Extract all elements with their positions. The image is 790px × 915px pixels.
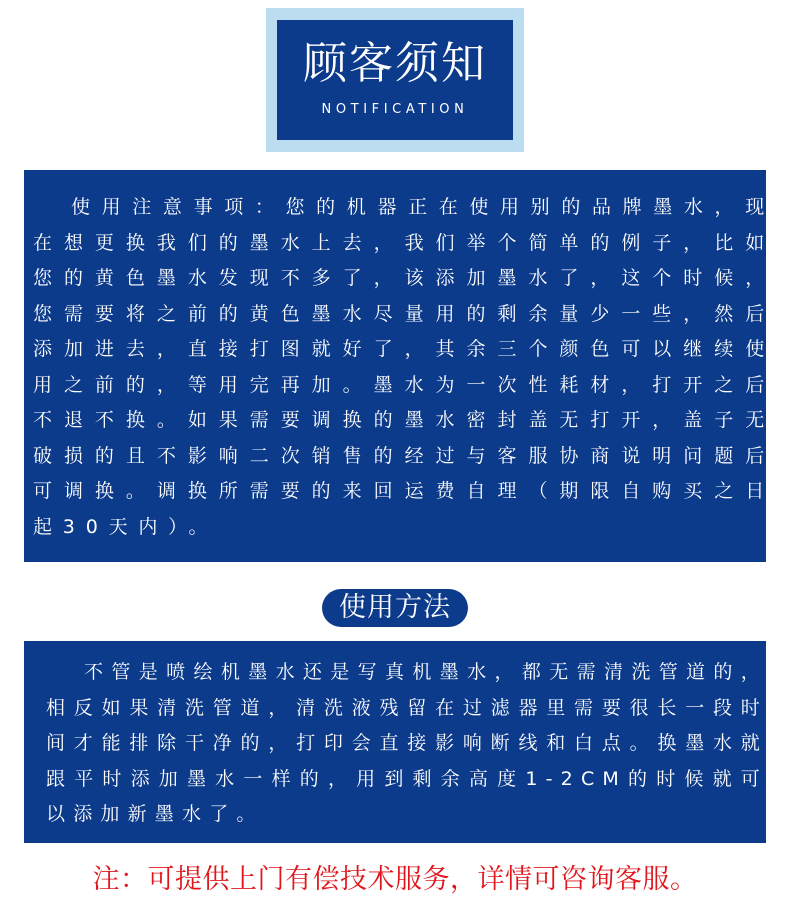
header-title: 顾客须知 <box>303 38 487 89</box>
method-title-pill: 使用方法 <box>322 589 468 627</box>
notice-text: 使用注意事项：您的机器正在使用别的品牌墨水，现在想更换我们的墨水上去，我们举个简单的例子，比如您的黄色墨水发现不多了，该添加墨水了，这个时候，您需要将之前的黄色墨水尽量用的剩余量少一些，然后添加进去，直接打图就好了，其余三个颜色可以继续使用之前的，等用完再加。墨水为一次性耗材，打开之后不退不换。如果需要调换的墨水密封盖无打开，盖子无破损的且不影响二次销售的经过与客服协商说明问题后可调换。调换所需要的来回运费自理（期限自购买之日起30天内）。 <box>33 196 775 538</box>
method-panel <box>24 641 766 843</box>
notification-header-frame <box>266 8 524 152</box>
method-text: 不管是喷绘机墨水还是写真机墨水，都无需清洗管道的，相反如果清洗管道，清洗液残留在过滤器里需要很长一段时间才能排除干净的，打印会直接影响断线和白点。换墨水就跟平时添加墨水一样的，用到剩余高度1-2CM的时候就可以添加新墨水了。 <box>46 661 768 825</box>
notification-header <box>277 20 513 140</box>
header-subtitle: NOTIFICATION <box>321 102 469 117</box>
footer-note: 注：可提供上门有偿技术服务，详情可咨询客服。 <box>92 864 698 895</box>
notice-panel <box>24 170 775 562</box>
